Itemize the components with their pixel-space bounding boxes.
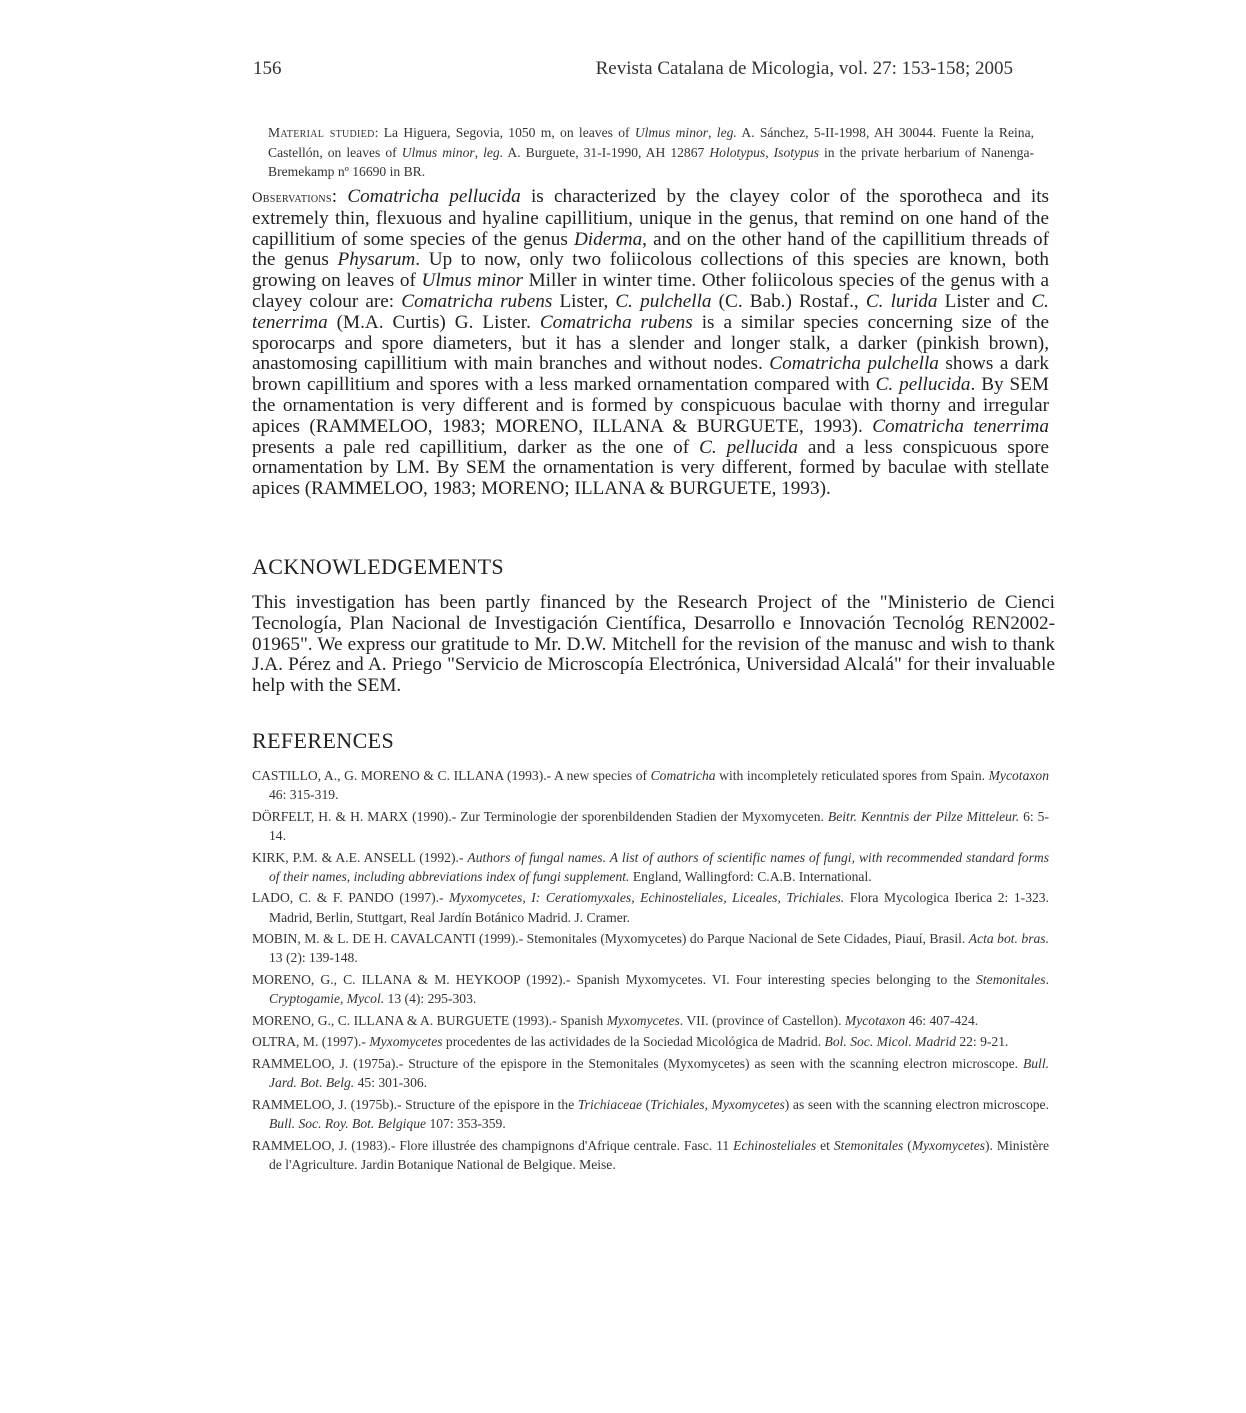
- reference-item: MORENO, G., C. ILLANA & A. BURGUETE (1993).- Spanish Myxomycetes. VII. (province of Castellon). Mycotaxon 46: 407-424.: [252, 1012, 979, 1028]
- observations-label: Observations: [252, 190, 332, 206]
- reference-item: RAMMELOO, J. (1975b).- Structure of the epispore in the Trichiaceae (Trichiales, Myxomycetes) as seen with the scanning electron microscope. Bull. Soc. Roy. Bot. Belgique 107: 353-359.: [252, 1096, 1049, 1131]
- material-studied-label: Material studied: [268, 125, 375, 140]
- reference-item: OLTRA, M. (1997).- Myxomycetes procedentes de las actividades de la Sociedad Micológica de Madrid. Bol. Soc. Micol. Madrid 22: 9-21.: [252, 1034, 1009, 1050]
- references-list: [252, 766, 1049, 1176]
- reference-item: CASTILLO, A., G. MORENO & C. ILLANA (1993).- A new species of Comatricha with incompletely reticulated spores from Spain. Mycotaxon 46: 315-319.: [252, 768, 1049, 803]
- references-heading: REFERENCES: [252, 728, 395, 753]
- page-number: 156: [253, 58, 282, 79]
- reference-item: MOBIN, M. & L. DE H. CAVALCANTI (1999).- Stemonitales (Myxomycetes) do Parque Nacional de Sete Cidades, Piauí, Brasil. Acta bot. bras. 13 (2): 139-148.: [252, 931, 1049, 966]
- acknowledgements-paragraph: This investigation has been partly financed by the Research Project of the "Ministerio de Cienci Tecnología, Plan Nacional de Investigación Científica, Desarrollo e Innovación Tecnológ REN2002-01965". We express our gratitude to Mr. D.W. Mitchell for the revision of the manusc and wish to thank J.A. Pérez and A. Priego "Servicio de Microscopía Electrónica, Universidad Alcalá" for their invaluable help with the SEM.: [252, 593, 1055, 697]
- reference-item: LADO, C. & F. PANDO (1997).- Myxomycetes, I: Ceratiomyxales, Echinosteliales, Liceales, Trichiales. Flora Mycologica Iberica 2: 1-323. Madrid, Berlin, Stuttgart, Real Jardín Botánico Madrid. J. Cramer.: [252, 890, 1049, 925]
- reference-item: KIRK, P.M. & A.E. ANSELL (1992).- Authors of fungal names. A list of authors of scientific names of fungi, with recommended standard forms of their names, including abbreviations index of fungi supplement. England, Wallingford: C.A.B. International.: [252, 849, 1049, 884]
- journal-citation: Revista Catalana de Micologia, vol. 27: 153-158; 2005: [595, 58, 1013, 79]
- reference-item: RAMMELOO, J. (1975a).- Structure of the epispore in the Stemonitales (Myxomycetes) as seen with the scanning electron microscope. Bull. Jard. Bot. Belg. 45: 301-306.: [252, 1055, 1049, 1091]
- material-studied-paragraph: Material studied: La Higuera, Segovia, 1050 m, on leaves of Ulmus minor, leg. A. Sánchez, 5-II-1998, AH 30044. Fuente la Reina, Castellón, on leaves of Ulmus minor, leg. A. Burguete, 31-I-1990, AH 12867 Holotypus, Isotypus in the private herbarium of Nanenga-Bremekamp nº 16690 in BR.: [268, 125, 1035, 179]
- reference-item: RAMMELOO, J. (1983).- Flore illustrée des champignons d'Afrique centrale. Fasc. 11 Echinosteliales et Stemonitales (Myxomycetes). Ministère de l'Agriculture. Jardin Botanique National de Belgique. Meise.: [252, 1137, 1049, 1172]
- acknowledgements-heading: ACKNOWLEDGEMENTS: [252, 554, 505, 579]
- reference-item: DÖRFELT, H. & H. MARX (1990).- Zur Terminologie der sporenbildenden Stadien der Myxomyceten. Beitr. Kenntnis der Pilze Mitteleur. 6: 5-14.: [252, 808, 1050, 843]
- reference-item: MORENO, G., C. ILLANA & M. HEYKOOP (1992).- Spanish Myxomycetes. VI. Four interesting species belonging to the Stemonitales. Cryptogamie, Mycol. 13 (4): 295-303.: [252, 971, 1049, 1007]
- observations-paragraph: Observations: Comatricha pellucida is characterized by the clayey color of the sporotheca and its extremely thin, flexuous and hyaline capillitium, unique in the genus, that remind on one hand of the capillitium of some species of the genus Diderma, and on the other hand of the capillitium threads of the genus Physarum. Up to now, only two foliicolous collections of this species are known, both growing on leaves of Ulmus minor Miller in winter time. Other foliicolous species of the genus with a clayey colour are: Comatricha rubens Lister, C. pulchella (C. Bab.) Rostaf., C. lurida Lister and C. tenerrima (M.A. Curtis) G. Lister. Comatricha rubens is a similar species concerning size of the sporocarps and spore diameters, but it has a slender and longer stalk, a darker (pinkish brown), anastomosing capillitium with main branches and without nodes. Comatricha pulchella shows a dark brown capillitium and spores with a less marked ornamentation compared with C. pellucida. By SEM the ornamentation is very different and is formed by conspicuous baculae with thorny and irregular apices (RAMMELOO, 1983; MORENO, ILLANA & BURGUETE, 1993). Comatricha tenerrima presents a pale red capillitium, darker as the one of C. pellucida and a less conspicuous spore ornamentation by LM. By SEM the ornamentation is very different, formed by baculae with stellate apices (RAMMELOO, 1983; MORENO; ILLANA & BURGUETE, 1993).: [252, 186, 1050, 500]
